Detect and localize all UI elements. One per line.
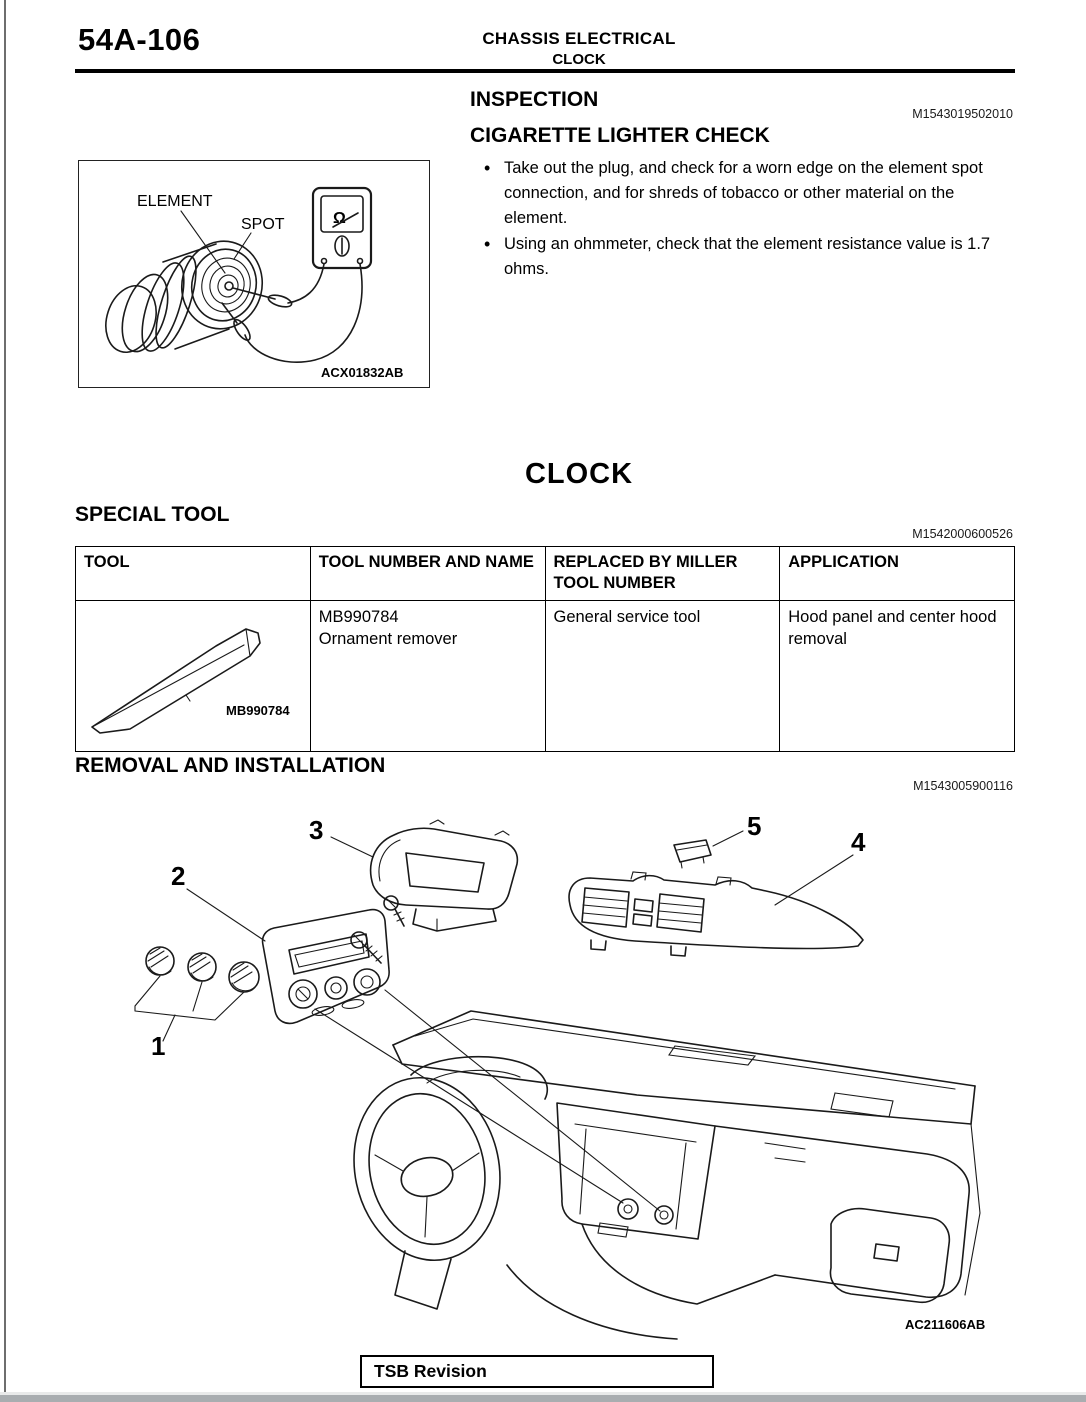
cigarette-lighter-check-heading: CIGARETTE LIGHTER CHECK [470, 124, 770, 147]
knobs-part [135, 947, 259, 1041]
col-header-replaced-by: REPLACED BY MILLER TOOL NUMBER [545, 547, 780, 601]
removal-doc-code: M1543005900116 [913, 779, 1013, 793]
special-tool-heading: SPECIAL TOOL [75, 503, 230, 526]
tool-image-cell [76, 600, 311, 751]
table-row [76, 600, 1015, 751]
dashboard-sketch [337, 1011, 980, 1339]
running-header-section: CLOCK [552, 51, 606, 69]
removal-exploded-diagram [75, 793, 1015, 1343]
inspection-bullet-list [478, 156, 1018, 284]
page-number: 54A-106 [78, 22, 201, 57]
inspection-heading: INSPECTION [470, 88, 599, 111]
page-bottom-edge [0, 1395, 1086, 1402]
figure-code: ACX01832AB [321, 365, 404, 380]
table-header-row [76, 547, 1015, 601]
running-header [72, 28, 1086, 70]
special-tool-table [75, 546, 1015, 752]
application-cell: Hood panel and center hood removal [780, 600, 1015, 751]
diagram-code: AC211606AB [905, 1317, 986, 1332]
col-header-tool: TOOL [76, 547, 311, 601]
replaced-by-cell: General service tool [545, 600, 780, 751]
running-header-group: CHASSIS ELECTRICAL [482, 29, 676, 48]
removal-installation-heading: REMOVAL AND INSTALLATION [75, 754, 386, 777]
tsb-revision-box [360, 1355, 714, 1388]
header-rule [75, 69, 1015, 73]
page-left-border [4, 0, 6, 1394]
display-bezel-part [371, 820, 518, 931]
callout-2: 2 [171, 861, 186, 891]
tool-number-cell [310, 600, 545, 751]
element-label: ELEMENT [137, 193, 213, 210]
inspection-doc-code: M1543019502010 [912, 107, 1013, 121]
ohm-symbol: Ω [333, 210, 346, 227]
heater-control-panel-part [263, 910, 390, 1024]
col-header-application: APPLICATION [780, 547, 1015, 601]
callout-5: 5 [747, 811, 762, 841]
tool-name: Ornament remover [318, 630, 458, 649]
callout-1: 1 [151, 1031, 166, 1061]
bullet-item: • Using an ohmmeter, check that the element resistance value is 1.7 ohms. [478, 232, 1018, 282]
callout-3: 3 [309, 815, 324, 845]
clock-chapter-title: CLOCK [524, 458, 634, 490]
callout-4: 4 [851, 827, 866, 857]
exploded-view-illustration [75, 793, 1015, 1343]
bullet-item: • Take out the plug, and check for a worn edge on the element spot connection, and for shreds of tobacco or other material on the element. [478, 156, 1018, 230]
tool-number: MB990784 [318, 607, 399, 626]
col-header-tool-number: TOOL NUMBER AND NAME [310, 547, 545, 601]
spot-label: SPOT [241, 216, 285, 233]
cigarette-lighter-figure [78, 160, 430, 388]
center-outlet-panel-part [569, 872, 863, 956]
tool-image-label: MB990784 [226, 702, 290, 718]
cigarette-lighter-illustration [79, 161, 428, 386]
special-tool-doc-code: M1542000600526 [912, 527, 1013, 541]
tsb-revision-label: TSB Revision [374, 1361, 487, 1381]
ornament-remover-illustration [78, 603, 307, 743]
clock-unit-part [674, 840, 711, 868]
